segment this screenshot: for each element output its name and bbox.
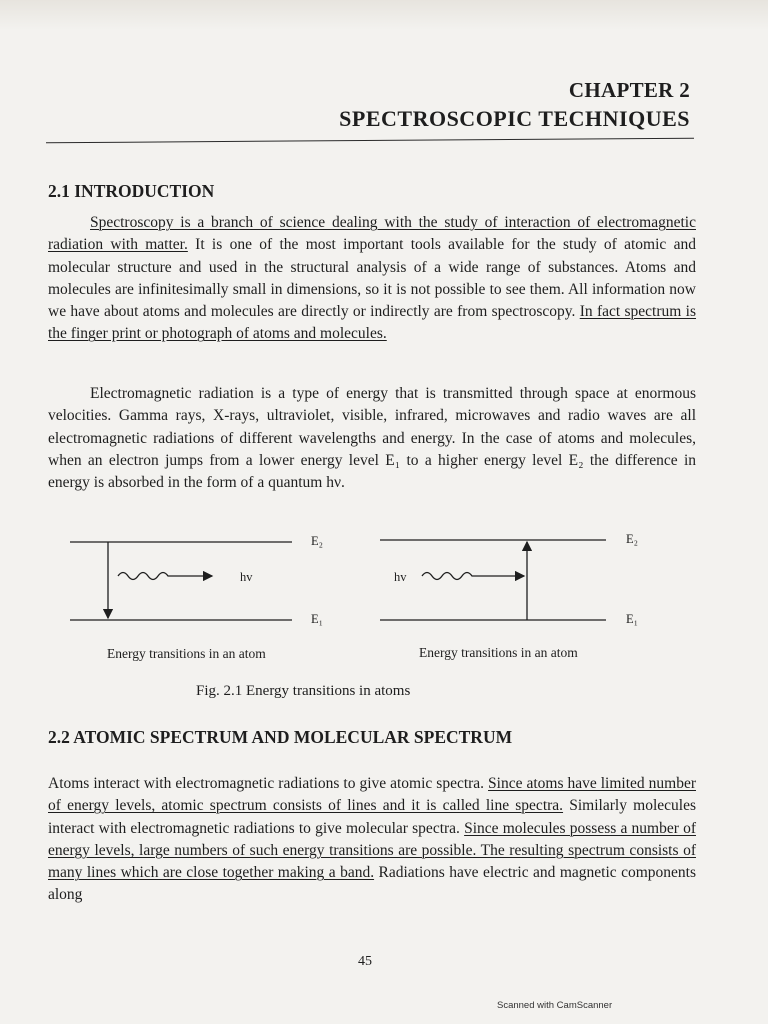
underlined-text: Since molecules possess a number of energy levels, large numbers of such energy transitions are possible. The resulting spectrum consists of many lines which are close together making a band. (48, 819, 696, 882)
right-e2-label: E₂ (626, 532, 638, 546)
spectrum-paragraph (48, 773, 696, 907)
intro-paragraph-2: Electromagnetic radiation is a type of energy that is transmitted through space at enormous velocities. Gamma rays, X-rays, ultraviolet, visible, infrared, microwaves and radio waves are all electromagnetic radiations of different wavelengths and energy. In the case of atoms and molecules, when an electron jumps from a lower energy level E₁ to a higher energy level E₂ the difference in energy is absorbed in the form of a quantum hν. (48, 385, 696, 492)
left-e1-label: E₁ (311, 612, 323, 626)
paragraph-text: It is one of the most important tools available for the study of atomic and molecular structure and used in the structural analysis of a wide range of substances. Atoms and molecules are infinitesimally small in dimensions, so it is not possible to see them. All information now we have about atoms and molecules are directly or indirectly are from spectroscopy. (48, 236, 696, 321)
title-rule (46, 138, 694, 144)
right-figure-caption: Energy transitions in an atom (419, 645, 578, 660)
left-hv-label: hv (240, 570, 253, 584)
section-heading-atomic-molecular: 2.2 ATOMIC SPECTRUM AND MOLECULAR SPECTRUM (48, 727, 513, 747)
chapter-number: CHAPTER 2 (568, 78, 690, 102)
scan-shadow (0, 0, 768, 30)
paragraph-text: Similarly molecules interact with electromagnetic radiations to give molecular spectra. (48, 797, 696, 837)
scanner-watermark: Scanned with CamScanner (497, 1000, 613, 1011)
paragraph-text: Radiations have electric and magnetic components along (48, 864, 696, 904)
underlined-text: In fact spectrum is the finger print or photograph of atoms and molecules. (48, 303, 697, 343)
underlined-text: Spectroscopy is a branch of science dealing with the study of interaction of electromagnetic radiation with matter. (48, 214, 696, 254)
paragraph-text: Atoms interact with electromagnetic radiations to give atomic spectra. (48, 775, 489, 792)
left-e2-label: E₂ (311, 534, 323, 548)
left-figure-caption: Energy transitions in an atom (107, 646, 266, 661)
right-e1-label: E₁ (626, 612, 638, 626)
left-photon-wave (118, 573, 212, 580)
intro-paragraph-1 (48, 212, 696, 346)
right-hv-label: hv (394, 570, 407, 584)
energy-transition-figure (0, 520, 768, 670)
right-photon-wave (422, 573, 524, 580)
chapter-title: SPECTROSCOPIC TECHNIQUES (339, 106, 690, 131)
underlined-text: Since atoms have limited number of energy levels, atomic spectrum consists of lines and it is called line spectra. (48, 775, 696, 815)
page-number: 45 (358, 954, 372, 969)
section-heading-introduction: 2.1 INTRODUCTION (48, 181, 215, 201)
figure-caption: Fig. 2.1 Energy transitions in atoms (196, 683, 411, 699)
